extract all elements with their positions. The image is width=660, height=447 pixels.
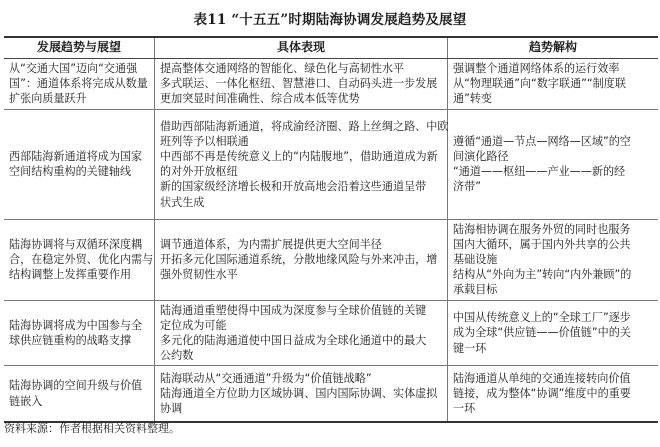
table-header-row [4,37,658,59]
detail-cell-line: 开拓多元化国际通道系统，分散地缘风险与外来冲击，增 [160,253,438,267]
trend-cell-line: 陆海协调将成为中国参与全 [9,318,143,332]
detail-cell-line: 借助西部陆海新通道，将成渝经济圈、路上丝绸之路、中欧 [160,119,449,133]
header-analysis: 趋势解构 [448,37,659,59]
analysis-cell-line: 结构从“外向为主”转向“内外兼顾”的 [453,268,632,282]
trend-cell-line: 扩张向质量跃升 [9,92,87,106]
table-row [4,366,658,422]
analysis-cell-line: 中国从传统意义上的“全球工厂”逐步 [453,311,631,325]
detail-cell-line: 的对外开放枢纽 [160,165,238,179]
analysis-cell-line: “通道——枢纽——产业——新的经 [453,165,626,179]
detail-cell-line: 更加突显时间准确性、综合成本低等优势 [160,92,360,106]
analysis-cell [448,109,659,219]
detail-cell [155,219,448,300]
header-detail: 具体表现 [155,37,448,59]
detail-cell-line: 陆海通道全方位助力区域协调、国内国际协调、实体虚拟 [160,387,438,401]
trend-cell-line: 陆海协调将与双循环深度耦 [9,237,143,251]
trend-cell-line: 从“交通大国”迈向“交通强 [9,62,138,75]
analysis-cell-line: 链接，成为整体“协调”维度中的重要 [453,387,631,401]
detail-cell-line: 公约数 [160,349,194,363]
header-trend: 发展趋势与展望 [4,37,155,59]
detail-cell [155,300,448,366]
table-row [4,300,658,366]
detail-cell-line: 协调 [160,402,183,416]
trend-cell [4,59,155,110]
table-body [4,59,658,422]
detail-cell-line: 定位成为可能 [160,318,227,332]
table-row [4,59,658,110]
table-row [4,219,658,300]
trend-cell [4,300,155,366]
analysis-cell-line: 从“物理联通”向“数字联通”“制度联 [453,77,626,91]
trend-cell-line: 链嵌入 [9,394,43,408]
analysis-cell-line: 济带” [453,180,481,194]
detail-cell-line: 陆海联动从“交通通道”升级为“价值链战略” [160,371,372,385]
analysis-cell [448,219,659,300]
analysis-cell [448,366,659,422]
analysis-cell-line: 通”转变 [453,92,493,106]
trend-cell-line: 国”：通道体系将完成从数量 [9,77,148,91]
analysis-cell [448,59,659,110]
analysis-cell-line: 一环 [453,402,476,416]
detail-cell-line: 多式联运、一体化枢纽、智慧港口、自动码头进一步发展 [160,77,438,91]
trend-cell-line: 西部陆海新通道将成为国家 [9,149,143,163]
detail-cell-line: 状式生成 [160,195,205,209]
analysis-cell-line: 国内大循环，属于国内外共享的公共 [453,237,631,251]
detail-cell-line: 陆海通道重塑使得中国成为深度参与全球价值链的关键 [160,303,427,317]
detail-cell [155,366,448,422]
trend-cell [4,109,155,219]
table-title: 表11 “十五五”时期陆海协调发展趋势及展望 [193,12,467,28]
trend-cell [4,366,155,422]
detail-cell-line: 调节通道体系，为内需扩展提供更大空间半径 [160,237,382,251]
trend-cell [4,219,155,300]
analysis-cell-line: 承载目标 [453,283,498,297]
analysis-cell [448,300,659,366]
analysis-cell-line: 键一环 [453,341,487,355]
detail-cell [155,109,448,219]
table-row [4,109,658,219]
analysis-cell-line: 陆海通道从单纯的交通连接转向价值 [453,371,631,385]
detail-cell-line: 班列等予以相联通 [160,134,249,148]
trend-cell-line: 球供应链重构的战略支撑 [9,334,132,348]
trend-cell-line: 合，在稳定外贸、优化内需与 [9,253,154,267]
analysis-cell-line: 间演化路径 [453,149,509,163]
detail-cell-line: 提高整体交通网络的智能化、绿色化与高韧性水平 [160,62,405,75]
analysis-cell-line: 强调整个通道网络体系的运行效率 [453,62,620,75]
source-note: 资料来源：作者根据相关资料整理。 [4,422,180,435]
trend-cell-line: 结构调整上发挥重要作用 [9,268,132,282]
detail-cell-line: 中西部不再是传统意义上的“内陆腹地”，借助通道成为新 [160,149,438,163]
trend-table [4,36,658,423]
analysis-cell-line: 遵循“通道—节点—网络—区域”的空 [453,134,631,148]
analysis-cell-line: 成为全球“供应链——价值链”中的关 [453,326,631,340]
trend-cell-line: 陆海协调的空间升级与价值 [9,379,143,393]
analysis-cell-line: 陆海相协调在服务外贸的同时也服务 [453,222,631,236]
detail-cell-line: 新的国家级经济增长极和开放高地会沿着这些通道呈带 [160,180,427,194]
detail-cell-line: 多元化的陆海通道使中国日益成为全球化通道中的最大 [160,334,427,348]
detail-cell-line: 强外贸韧性水平 [160,268,238,282]
detail-cell [155,59,448,110]
analysis-cell-line: 基础设施 [453,253,498,267]
trend-cell-line: 空间结构重构的关键轴线 [9,165,132,179]
